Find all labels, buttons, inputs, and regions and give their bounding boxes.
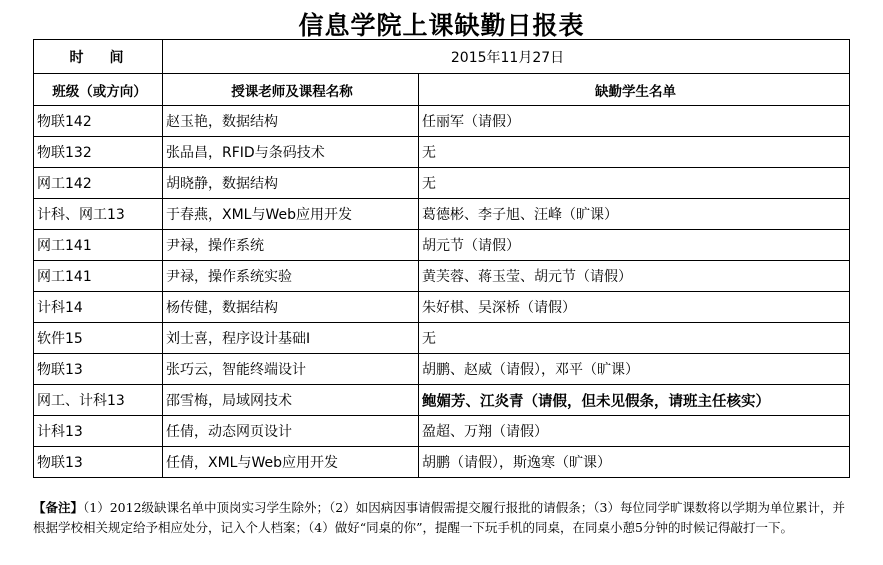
absent-cell: 鲍媚芳、江炎青（请假，但未见假条，请班主任核实） — [419, 385, 850, 416]
class-cell: 网工141 — [34, 261, 163, 292]
class-cell: 计科14 — [34, 292, 163, 323]
header-teacher-course: 授课老师及课程名称 — [163, 74, 419, 106]
teacher-course-cell: 杨传健，数据结构 — [163, 292, 419, 323]
class-cell: 网工142 — [34, 168, 163, 199]
absent-cell: 任丽军（请假） — [419, 106, 850, 137]
teacher-course-cell: 张巧云，智能终端设计 — [163, 354, 419, 385]
remarks-text: （1）2012级缺课名单中顶岗实习学生除外；（2）如因病因事请假需提交履行报批的请假条；（3）每位同学旷课数将以学期为单位累计，并根据学校相关规定给予相应处分，记入个人档案；（4）做好“同桌的你”，提醒一下玩手机的同桌，在同桌小憩5分钟的时候记得敲打一下。 — [33, 500, 845, 535]
date-value: 2015年11月27日 — [163, 40, 850, 74]
absent-cell: 朱好棋、吴深桥（请假） — [419, 292, 850, 323]
remarks-label: 【备注】 — [33, 500, 84, 515]
absence-table — [33, 39, 850, 478]
class-cell: 软件15 — [34, 323, 163, 354]
class-cell: 物联13 — [34, 447, 163, 478]
table-row — [34, 199, 850, 230]
teacher-course-cell: 尹禄，操作系统 — [163, 230, 419, 261]
class-cell: 物联142 — [34, 106, 163, 137]
absent-cell: 葛德彬、李子旭、汪峰（旷课） — [419, 199, 850, 230]
table-row — [34, 416, 850, 447]
absent-cell: 胡元节（请假） — [419, 230, 850, 261]
class-cell: 物联132 — [34, 137, 163, 168]
teacher-course-cell: 于春燕，XML与Web应用开发 — [163, 199, 419, 230]
absent-cell: 盈超、万翔（请假） — [419, 416, 850, 447]
class-cell: 计科13 — [34, 416, 163, 447]
teacher-course-cell: 胡晓静，数据结构 — [163, 168, 419, 199]
class-cell: 物联13 — [34, 354, 163, 385]
teacher-course-cell: 张品昌，RFID与条码技术 — [163, 137, 419, 168]
absent-cell: 胡鹏（请假），斯逸寒（旷课） — [419, 447, 850, 478]
teacher-course-cell: 任倩，XML与Web应用开发 — [163, 447, 419, 478]
header-class: 班级（或方向） — [34, 74, 163, 106]
remarks — [33, 498, 853, 538]
absent-cell: 无 — [419, 137, 850, 168]
teacher-course-cell: 赵玉艳，数据结构 — [163, 106, 419, 137]
table-row — [34, 137, 850, 168]
header-absent-students: 缺勤学生名单 — [419, 74, 850, 106]
table-row — [34, 230, 850, 261]
table-row — [34, 292, 850, 323]
absent-cell: 胡鹏、赵威（请假），邓平（旷课） — [419, 354, 850, 385]
teacher-course-cell: 邵雪梅，局域网技术 — [163, 385, 419, 416]
table-row — [34, 354, 850, 385]
date-label: 时 间 — [34, 40, 163, 74]
teacher-course-cell: 刘士喜，程序设计基础I — [163, 323, 419, 354]
table-row — [34, 323, 850, 354]
table-row — [34, 447, 850, 478]
table-row — [34, 385, 850, 416]
header-row — [34, 74, 850, 106]
absent-cell: 无 — [419, 323, 850, 354]
date-row — [34, 40, 850, 74]
report-title: 信息学院上课缺勤日报表 — [298, 11, 585, 40]
table-row — [34, 106, 850, 137]
absent-cell: 黄芙蓉、蒋玉莹、胡元节（请假） — [419, 261, 850, 292]
class-cell: 网工141 — [34, 230, 163, 261]
teacher-course-cell: 尹禄，操作系统实验 — [163, 261, 419, 292]
class-cell: 计科、网工13 — [34, 199, 163, 230]
table-row — [34, 261, 850, 292]
table-row — [34, 168, 850, 199]
class-cell: 网工、计科13 — [34, 385, 163, 416]
absent-cell: 无 — [419, 168, 850, 199]
teacher-course-cell: 任倩，动态网页设计 — [163, 416, 419, 447]
